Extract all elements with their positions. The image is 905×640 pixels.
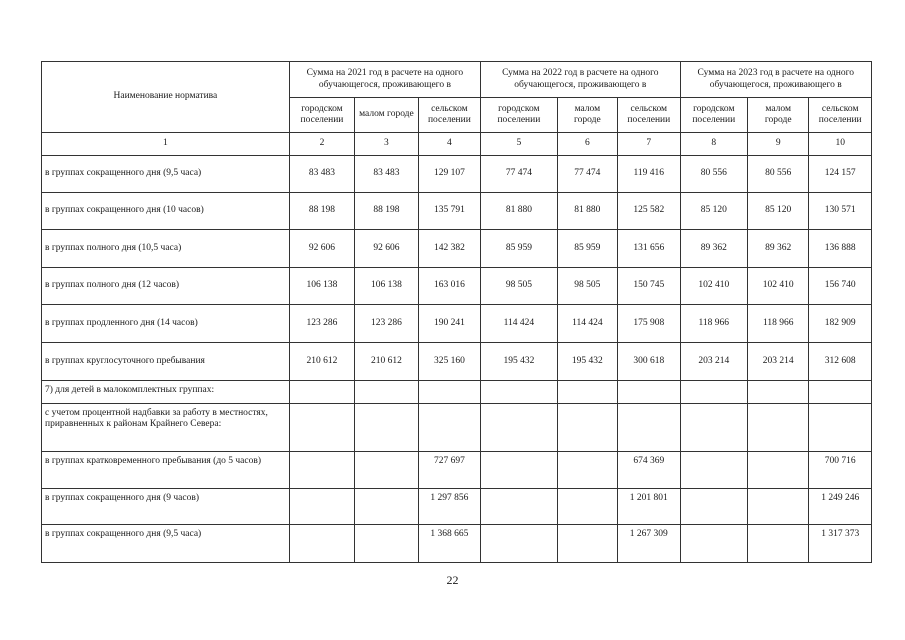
column-number: 9 [748, 133, 809, 156]
cell-value: 114 424 [557, 305, 617, 343]
cell-value: 727 697 [418, 452, 480, 489]
table-row [42, 230, 872, 268]
cell-value [289, 489, 354, 525]
cell-value [481, 489, 558, 525]
cell-value: 156 740 [809, 268, 872, 305]
cell-value: 118 966 [680, 305, 747, 343]
cell-value: 85 120 [680, 193, 747, 230]
cell-value: 102 410 [680, 268, 747, 305]
cell-value: 81 880 [481, 193, 558, 230]
cell-value [557, 381, 617, 404]
cell-value: 135 791 [418, 193, 480, 230]
column-number: 1 [42, 133, 290, 156]
cell-value: 124 157 [809, 156, 872, 193]
cell-value [355, 489, 418, 525]
table-row [42, 452, 872, 489]
row-name: с учетом процентной надбавки за работу в местностях, приравненных к районам Крайнего Севера: [42, 404, 290, 452]
cell-value: 83 483 [355, 156, 418, 193]
cell-value [680, 452, 747, 489]
cell-value: 700 716 [809, 452, 872, 489]
cell-value [680, 489, 747, 525]
cell-value [748, 452, 809, 489]
cell-value: 118 966 [748, 305, 809, 343]
cell-value: 210 612 [289, 343, 354, 381]
cell-value: 77 474 [481, 156, 558, 193]
cell-value: 1 317 373 [809, 525, 872, 563]
row-name: в группах сокращенного дня (10 часов) [42, 193, 290, 230]
column-number: 7 [618, 133, 680, 156]
cell-value: 81 880 [557, 193, 617, 230]
subcol-urban: городском поселении [289, 98, 354, 133]
cell-value [557, 452, 617, 489]
cell-value: 195 432 [481, 343, 558, 381]
subcol-rural: сельском поселении [618, 98, 680, 133]
header-group-2023: Сумма на 2023 год в расчете на одного обучающегося, проживающего в [680, 62, 871, 98]
cell-value: 1 201 801 [618, 489, 680, 525]
row-name: в группах сокращенного дня (9,5 часа) [42, 156, 290, 193]
cell-value: 136 888 [809, 230, 872, 268]
cell-value: 195 432 [557, 343, 617, 381]
cell-value [748, 489, 809, 525]
cell-value [289, 381, 354, 404]
cell-value [557, 525, 617, 563]
subcol-small-town: малом городе [748, 98, 809, 133]
cell-value: 131 656 [618, 230, 680, 268]
cell-value: 163 016 [418, 268, 480, 305]
subcol-rural: сельском поселении [418, 98, 480, 133]
subcol-urban: городском поселении [680, 98, 747, 133]
column-number: 10 [809, 133, 872, 156]
row-name: в группах сокращенного дня (9 часов) [42, 489, 290, 525]
cell-value: 130 571 [809, 193, 872, 230]
row-name: в группах полного дня (10,5 часа) [42, 230, 290, 268]
table-row [42, 343, 872, 381]
cell-value [481, 452, 558, 489]
header-group-2022: Сумма на 2022 год в расчете на одного обучающегося, проживающего в [481, 62, 680, 98]
header-row-groups [42, 62, 872, 98]
cell-value: 102 410 [748, 268, 809, 305]
cell-value [557, 489, 617, 525]
header-group-2021: Сумма на 2021 год в расчете на одного обучающегося, проживающего в [289, 62, 480, 98]
table-row [42, 404, 872, 452]
table-row [42, 193, 872, 230]
column-number: 3 [355, 133, 418, 156]
cell-value: 80 556 [748, 156, 809, 193]
cell-value: 85 959 [481, 230, 558, 268]
cell-value: 1 249 246 [809, 489, 872, 525]
cell-value: 325 160 [418, 343, 480, 381]
cell-value [618, 404, 680, 452]
page-number: 22 [446, 573, 459, 587]
cell-value: 80 556 [680, 156, 747, 193]
table-row [42, 489, 872, 525]
cell-value: 85 120 [748, 193, 809, 230]
cell-value [680, 525, 747, 563]
cell-value [618, 381, 680, 404]
subcol-small-town: малом городе [355, 98, 418, 133]
cell-value: 89 362 [748, 230, 809, 268]
cell-value [289, 452, 354, 489]
cell-value: 92 606 [289, 230, 354, 268]
cell-value: 203 214 [680, 343, 747, 381]
cell-value: 83 483 [289, 156, 354, 193]
cell-value: 88 198 [355, 193, 418, 230]
row-name: в группах кратковременного пребывания (до 5 часов) [42, 452, 290, 489]
cell-value [355, 381, 418, 404]
cell-value [289, 525, 354, 563]
cell-value [355, 452, 418, 489]
cell-value: 85 959 [557, 230, 617, 268]
cell-value: 1 297 856 [418, 489, 480, 525]
cell-value: 210 612 [355, 343, 418, 381]
cell-value: 106 138 [355, 268, 418, 305]
column-number: 4 [418, 133, 480, 156]
cell-value: 150 745 [618, 268, 680, 305]
cell-value: 88 198 [289, 193, 354, 230]
column-number: 6 [557, 133, 617, 156]
row-name: в группах продленного дня (14 часов) [42, 305, 290, 343]
cell-value: 77 474 [557, 156, 617, 193]
table-row [42, 268, 872, 305]
cell-value [418, 404, 480, 452]
cell-value [748, 404, 809, 452]
cell-value: 1 267 309 [618, 525, 680, 563]
cell-value: 98 505 [557, 268, 617, 305]
subcol-small-town: малом городе [557, 98, 617, 133]
cell-value: 300 618 [618, 343, 680, 381]
row-name: в группах сокращенного дня (9,5 часа) [42, 525, 290, 563]
cell-value [355, 404, 418, 452]
cell-value: 142 382 [418, 230, 480, 268]
cell-value [557, 404, 617, 452]
cell-value: 203 214 [748, 343, 809, 381]
cell-value: 92 606 [355, 230, 418, 268]
cell-value: 89 362 [680, 230, 747, 268]
table-row [42, 305, 872, 343]
cell-value: 125 582 [618, 193, 680, 230]
cell-value: 175 908 [618, 305, 680, 343]
cell-value [680, 381, 747, 404]
cell-value [355, 525, 418, 563]
table-row [42, 156, 872, 193]
column-number: 8 [680, 133, 747, 156]
cell-value [481, 404, 558, 452]
cell-value: 312 608 [809, 343, 872, 381]
subcol-rural: сельском поселении [809, 98, 872, 133]
cell-value: 182 909 [809, 305, 872, 343]
cell-value [481, 381, 558, 404]
subcol-urban: городском поселении [481, 98, 558, 133]
cell-value: 123 286 [355, 305, 418, 343]
cell-value: 190 241 [418, 305, 480, 343]
cell-value [748, 525, 809, 563]
cell-value: 98 505 [481, 268, 558, 305]
row-name: в группах полного дня (12 часов) [42, 268, 290, 305]
row-name: 7) для детей в малокомплектных группах: [42, 381, 290, 404]
row-name: в группах круглосуточного пребывания [42, 343, 290, 381]
cell-value: 1 368 665 [418, 525, 480, 563]
cell-value: 106 138 [289, 268, 354, 305]
cell-value [809, 404, 872, 452]
cell-value [418, 381, 480, 404]
cell-value [481, 525, 558, 563]
cell-value: 674 369 [618, 452, 680, 489]
cell-value: 119 416 [618, 156, 680, 193]
cell-value: 114 424 [481, 305, 558, 343]
cell-value: 129 107 [418, 156, 480, 193]
header-row-numbers [42, 133, 872, 156]
column-number: 2 [289, 133, 354, 156]
normatives-table [41, 61, 872, 563]
cell-value: 123 286 [289, 305, 354, 343]
header-name-column: Наименование норматива [42, 62, 290, 133]
cell-value [680, 404, 747, 452]
table-row [42, 381, 872, 404]
table-row [42, 525, 872, 563]
cell-value [289, 404, 354, 452]
cell-value [809, 381, 872, 404]
column-number: 5 [481, 133, 558, 156]
cell-value [748, 381, 809, 404]
